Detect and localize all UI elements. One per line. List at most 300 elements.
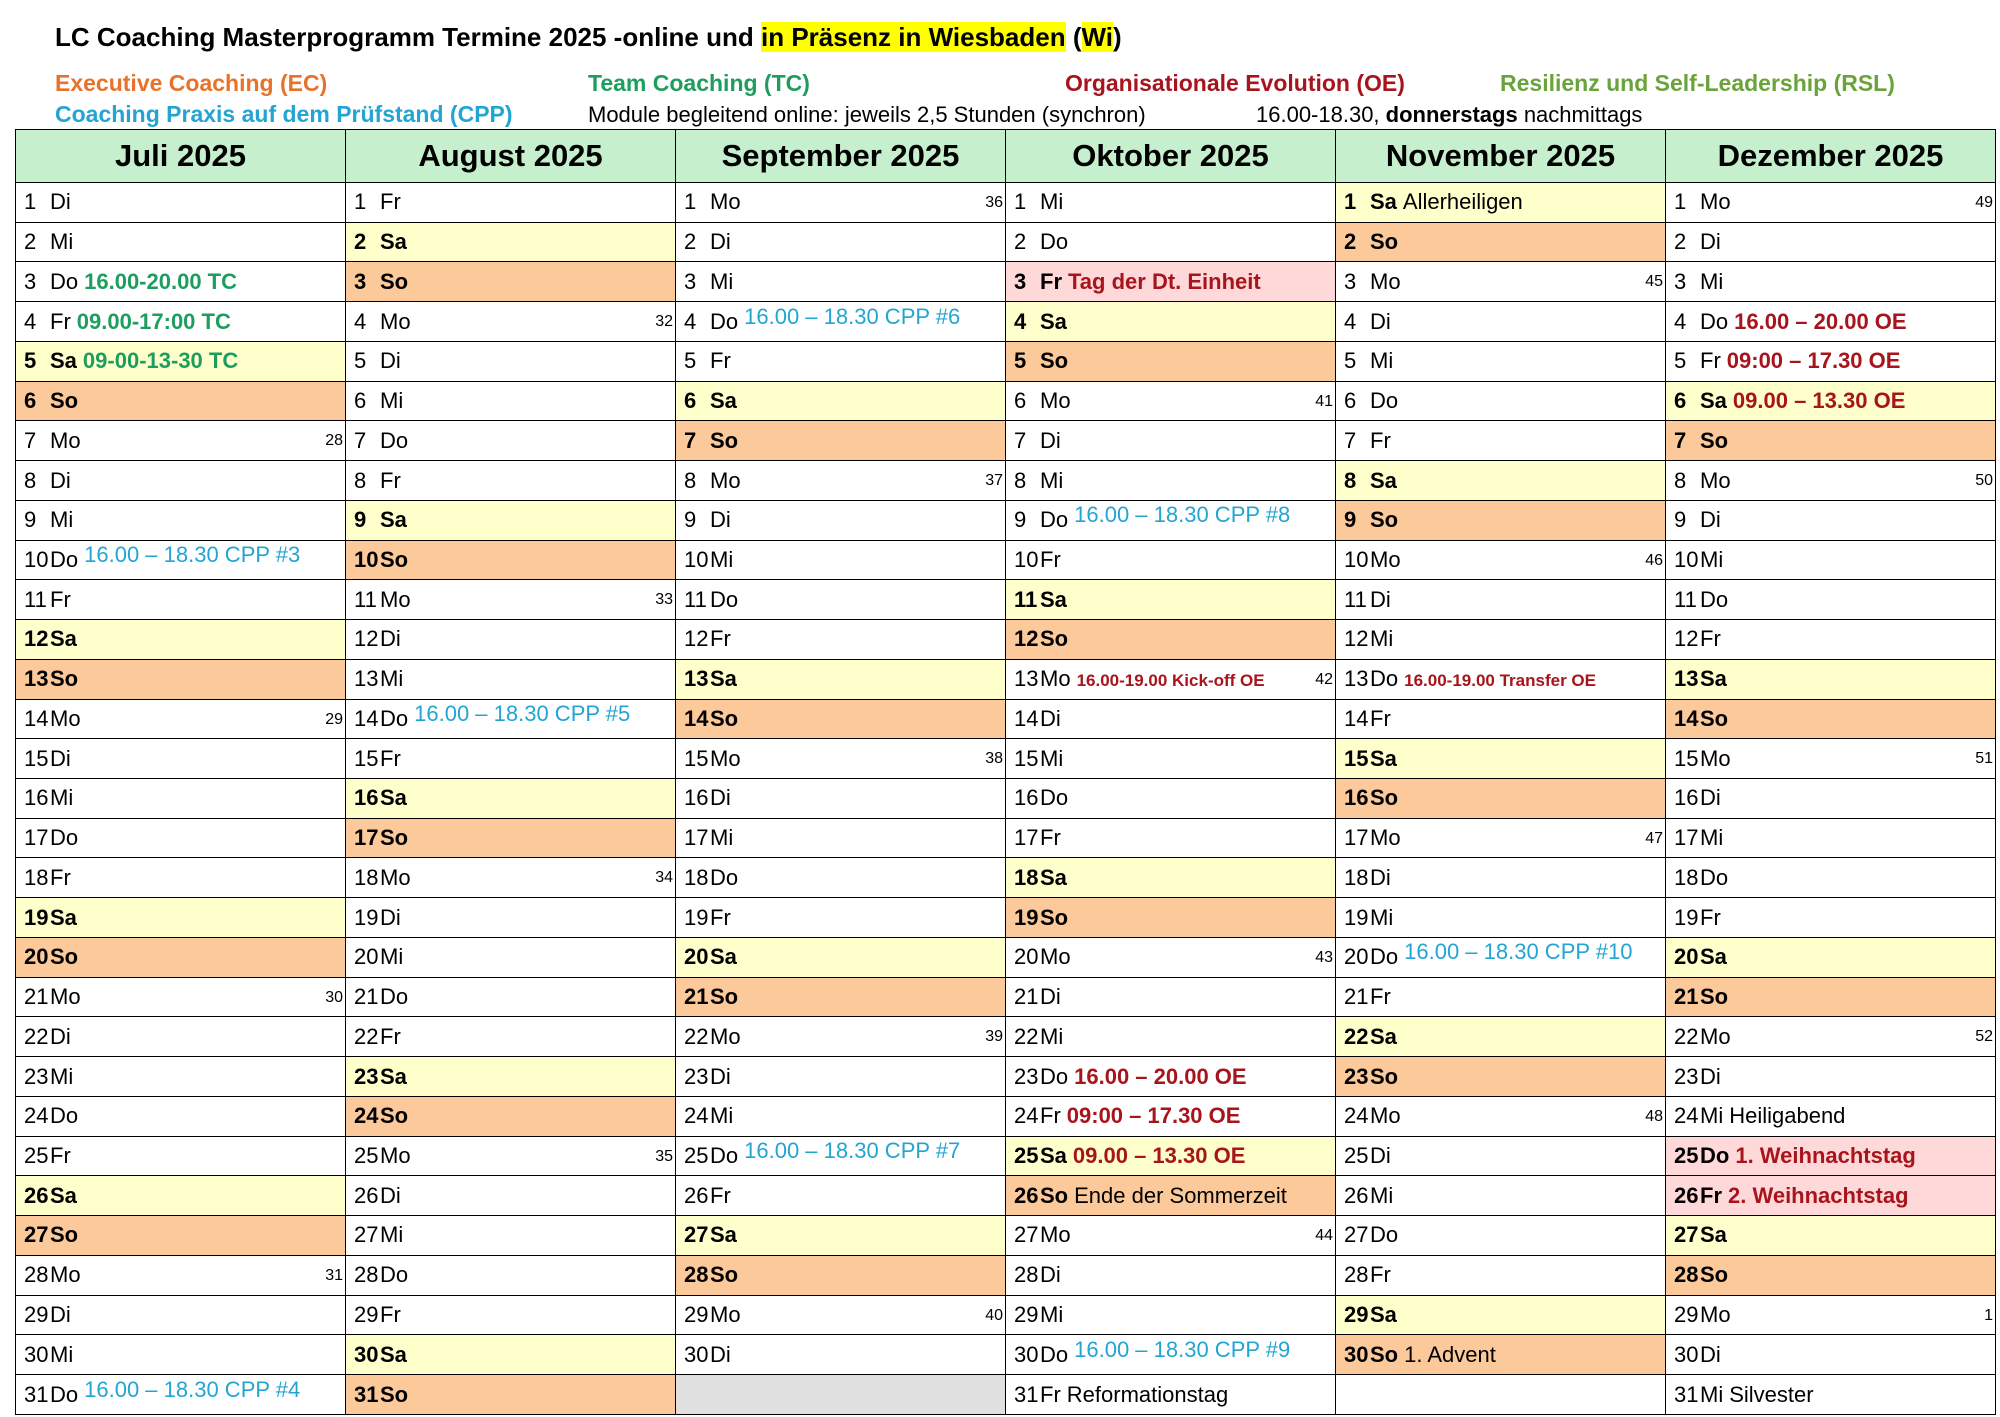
day-number: 3 [354, 268, 367, 294]
calendar-row [16, 222, 1996, 262]
day-number: 21 [1344, 984, 1369, 1010]
day-number: 25 [24, 1142, 49, 1168]
day-number: 5 [684, 348, 697, 374]
day-cell [346, 1375, 676, 1415]
day-cell [16, 898, 346, 938]
calendar-row [16, 818, 1996, 858]
calendar-row [16, 1057, 1996, 1097]
day-number: 13 [1014, 666, 1039, 692]
week-number: 42 [1315, 670, 1333, 688]
day-cell [676, 818, 1006, 858]
day-cell [1336, 898, 1666, 938]
day-cell [1666, 302, 1996, 342]
event-label: Ende der Sommerzeit [1074, 1182, 1287, 1208]
event-label: 16.00 – 20.00 OE [1074, 1063, 1247, 1089]
weekday: Fr [1040, 546, 1061, 572]
day-cell [1666, 620, 1996, 660]
weekday: Di [1040, 1262, 1061, 1288]
weekday: Sa [710, 388, 737, 414]
day-cell [16, 183, 346, 223]
weekday: Mo [50, 705, 81, 731]
weekday: Sa [380, 785, 407, 811]
weekday: Di [1700, 1341, 1721, 1367]
day-cell [1006, 937, 1336, 977]
day-number: 24 [1674, 1103, 1699, 1129]
weekday: Sa [50, 1182, 77, 1208]
day-cell [1336, 699, 1666, 739]
day-cell [346, 620, 676, 660]
weekday: So [380, 546, 409, 572]
day-cell [676, 580, 1006, 620]
title-highlight: in Präsenz in Wiesbaden [760, 22, 1066, 52]
weekday: Di [1040, 705, 1061, 731]
weekday: Sa [1370, 467, 1397, 493]
weekday: Di [50, 1301, 71, 1327]
day-number: 30 [24, 1341, 49, 1367]
weekday: Mo [1370, 268, 1401, 294]
weekday: Do [1700, 864, 1729, 890]
day-cell [16, 540, 346, 580]
weekday: Do [1040, 1341, 1069, 1367]
day-cell [676, 1255, 1006, 1295]
week-number: 49 [1975, 194, 1993, 211]
weekday: Fr [1370, 427, 1391, 453]
day-number: 21 [1014, 984, 1039, 1010]
day-number: 4 [1014, 308, 1027, 334]
legend-team-coaching: Team Coaching (TC) [588, 70, 810, 96]
weekday: Fr [50, 1142, 71, 1168]
day-number: 3 [1674, 268, 1687, 294]
weekday: Mi [1040, 1023, 1064, 1049]
event-label: 09.00 – 13.30 OE [1072, 1142, 1246, 1168]
calendar-table [15, 129, 1996, 1415]
day-cell [1006, 222, 1336, 262]
calendar-row [16, 1176, 1996, 1216]
day-number: 30 [354, 1341, 379, 1367]
weekday: Mo [1040, 666, 1071, 692]
day-cell [16, 421, 346, 461]
day-number: 13 [1344, 666, 1369, 692]
weekday: Do [1370, 666, 1399, 692]
day-cell [1006, 1017, 1336, 1057]
day-number: 17 [684, 825, 709, 851]
calendar-row [16, 858, 1996, 898]
weekday: So [1370, 229, 1399, 255]
day-cell [1006, 659, 1336, 699]
day-number: 23 [1674, 1063, 1699, 1089]
day-number: 10 [1344, 546, 1369, 572]
day-number: 6 [24, 388, 37, 414]
weekday: Sa [1700, 666, 1727, 692]
weekday: Sa [1040, 1142, 1067, 1168]
weekday: Mi [50, 785, 74, 811]
day-number: 19 [1014, 904, 1039, 930]
day-cell [676, 183, 1006, 223]
day-number: 28 [684, 1262, 709, 1288]
weekday: Do [710, 308, 739, 334]
day-cell [1336, 818, 1666, 858]
weekday: Sa [1370, 1023, 1397, 1049]
day-number: 16 [24, 785, 49, 811]
event-label: 16.00 – 20.00 OE [1734, 308, 1907, 334]
weekday: Mo [1700, 1023, 1731, 1049]
day-cell [1336, 739, 1666, 779]
weekday: Do [1370, 944, 1399, 970]
weekday: Di [380, 1182, 401, 1208]
day-cell [16, 500, 346, 540]
weekday: Di [50, 467, 71, 493]
day-cell [1336, 1096, 1666, 1136]
day-number: 12 [354, 626, 379, 652]
day-number: 26 [1674, 1182, 1699, 1208]
day-number: 15 [354, 745, 379, 771]
weekday: Mi [710, 546, 734, 572]
day-cell [346, 540, 676, 580]
calendar-row [16, 1255, 1996, 1295]
week-number: 41 [1315, 392, 1333, 410]
calendar-row [16, 620, 1996, 660]
day-number: 14 [354, 705, 379, 731]
day-number: 28 [24, 1262, 49, 1288]
day-cell [346, 421, 676, 461]
week-number: 47 [1645, 829, 1663, 847]
day-cell [1006, 1057, 1336, 1097]
day-number: 18 [684, 864, 709, 890]
day-number: 9 [354, 507, 367, 533]
day-cell [16, 779, 346, 819]
day-number: 2 [1344, 229, 1357, 255]
weekday: Mo [1040, 1222, 1071, 1248]
day-number: 10 [1674, 546, 1699, 572]
day-number: 2 [1014, 229, 1027, 255]
weekday: Sa [380, 507, 407, 533]
event-label: 16.00-19.00 Transfer OE [1404, 671, 1596, 691]
day-cell [1666, 540, 1996, 580]
day-cell [676, 858, 1006, 898]
day-number: 7 [24, 427, 37, 453]
weekday: Do [710, 586, 739, 612]
day-number: 20 [1344, 944, 1369, 970]
weekday: Mi [380, 666, 404, 692]
day-cell [16, 818, 346, 858]
day-number: 14 [684, 705, 709, 731]
weekday: Do [710, 1142, 739, 1168]
day-cell [346, 739, 676, 779]
day-cell [676, 1096, 1006, 1136]
day-cell [16, 1176, 346, 1216]
note-day: donnerstags [1385, 102, 1518, 127]
day-number: 1 [684, 189, 697, 215]
weekday: Di [1370, 864, 1391, 890]
week-number: 48 [1645, 1107, 1663, 1125]
day-cell [346, 302, 676, 342]
day-number: 29 [684, 1301, 709, 1327]
day-cell [1006, 183, 1336, 223]
weekday: Di [1370, 308, 1391, 334]
event-label: 2. Weihnachtstag [1728, 1182, 1909, 1208]
day-number: 15 [24, 745, 49, 771]
day-number: 3 [1014, 268, 1027, 294]
day-number: 22 [354, 1023, 379, 1049]
week-number: 33 [655, 591, 673, 609]
weekday: So [1370, 1063, 1399, 1089]
day-number: 28 [1674, 1262, 1699, 1288]
weekday: Fr [1370, 1262, 1391, 1288]
weekday: Mi [50, 229, 74, 255]
weekday: Mi [1700, 546, 1724, 572]
day-number: 14 [1014, 705, 1039, 731]
day-number: 18 [354, 864, 379, 890]
event-label: 16.00 – 18.30 CPP #8 [1074, 502, 1291, 528]
calendar-row [16, 977, 1996, 1017]
day-cell [346, 1176, 676, 1216]
weekday: Mo [1370, 825, 1401, 851]
weekday: Fr [380, 189, 401, 215]
day-number: 22 [1344, 1023, 1369, 1049]
weekday: Sa [1370, 189, 1397, 215]
day-cell [1666, 183, 1996, 223]
day-cell [1336, 381, 1666, 421]
day-number: 22 [1674, 1023, 1699, 1049]
day-number: 17 [1344, 825, 1369, 851]
day-number: 11 [24, 586, 47, 612]
day-cell [676, 1057, 1006, 1097]
week-number: 28 [325, 432, 343, 450]
day-cell [1666, 262, 1996, 302]
day-number: 25 [1674, 1142, 1699, 1168]
day-cell [1336, 461, 1666, 501]
day-cell [16, 1335, 346, 1375]
weekday: Di [1370, 586, 1391, 612]
weekday: Sa [380, 229, 407, 255]
weekday: So [710, 705, 739, 731]
day-cell [346, 937, 676, 977]
month-header-4: Oktober 2025 [1006, 130, 1336, 183]
weekday: So [1370, 1341, 1399, 1367]
day-number: 6 [1014, 388, 1027, 414]
day-cell [1006, 381, 1336, 421]
weekday: Mo [710, 745, 741, 771]
calendar-row [16, 540, 1996, 580]
event-label: 09:00 – 17.30 OE [1066, 1103, 1241, 1129]
day-number: 3 [24, 268, 37, 294]
day-number: 8 [354, 467, 367, 493]
weekday: Mo [50, 427, 81, 453]
day-cell [16, 858, 346, 898]
day-number: 17 [354, 825, 379, 851]
day-cell [1336, 421, 1666, 461]
weekday: Di [50, 1023, 71, 1049]
day-number: 5 [24, 348, 37, 374]
event-label: 16.00 – 18.30 CPP #5 [414, 700, 631, 726]
week-number: 34 [655, 869, 673, 887]
day-number: 14 [1674, 705, 1699, 731]
day-cell [1666, 659, 1996, 699]
weekday: Mi [1700, 1103, 1724, 1129]
weekday: Di [710, 1063, 731, 1089]
week-number: 32 [655, 313, 673, 331]
weekday: So [710, 1262, 739, 1288]
day-number: 19 [1344, 904, 1369, 930]
calendar-row [16, 937, 1996, 977]
day-number: 23 [684, 1063, 709, 1089]
day-number: 1 [354, 189, 367, 215]
day-cell [1006, 739, 1336, 779]
weekday: Mi [1370, 348, 1394, 374]
day-number: 10 [354, 546, 379, 572]
weekday: Fr [1040, 268, 1062, 294]
day-number: 26 [354, 1182, 379, 1208]
weekday: So [380, 825, 409, 851]
weekday: Fr [50, 308, 71, 334]
day-cell [1666, 461, 1996, 501]
event-label: 16.00 – 18.30 CPP #10 [1404, 939, 1633, 965]
day-cell [346, 977, 676, 1017]
day-number: 5 [354, 348, 367, 374]
day-number: 10 [684, 546, 709, 572]
weekday: Di [710, 1341, 731, 1367]
day-number: 6 [1344, 388, 1357, 414]
day-number: 16 [1674, 785, 1699, 811]
day-cell [1006, 1295, 1336, 1335]
day-number: 4 [1674, 308, 1687, 334]
day-number: 4 [684, 308, 697, 334]
day-cell [1336, 779, 1666, 819]
day-number: 2 [24, 229, 37, 255]
weekday: Do [1700, 1142, 1730, 1168]
weekday: Do [380, 1262, 409, 1288]
day-number: 9 [1344, 507, 1357, 533]
day-number: 8 [24, 467, 37, 493]
weekday: Mo [710, 1023, 741, 1049]
day-number: 20 [1014, 944, 1039, 970]
weekday: So [1040, 904, 1069, 930]
day-number: 14 [1344, 705, 1369, 731]
day-cell [1006, 341, 1336, 381]
week-number: 30 [325, 988, 343, 1006]
weekday: Do [50, 1103, 79, 1129]
calendar-row [16, 739, 1996, 779]
weekday: So [50, 1222, 79, 1248]
day-number: 19 [24, 904, 49, 930]
day-cell [1666, 1057, 1996, 1097]
day-number: 21 [24, 984, 49, 1010]
weekday: Do [380, 984, 409, 1010]
day-cell [676, 739, 1006, 779]
day-number: 11 [1674, 586, 1697, 612]
day-number: 9 [684, 507, 697, 533]
weekday: Mo [1040, 944, 1071, 970]
empty-cell [676, 1375, 1006, 1415]
day-number: 29 [1014, 1301, 1039, 1327]
day-cell [1666, 580, 1996, 620]
weekday: Mi [1370, 1182, 1394, 1208]
day-number: 8 [1344, 467, 1357, 493]
day-number: 2 [1674, 229, 1687, 255]
weekday: Fr [1370, 984, 1391, 1010]
day-cell [1666, 341, 1996, 381]
day-number: 20 [354, 944, 379, 970]
weekday: Sa [1700, 1222, 1727, 1248]
weekday: So [50, 388, 79, 414]
weekday: Mi [1040, 467, 1064, 493]
day-cell [16, 1295, 346, 1335]
note-schedule [1256, 102, 1642, 128]
weekday: Mi [1700, 1381, 1724, 1407]
weekday: Fr [380, 467, 401, 493]
day-cell [1336, 540, 1666, 580]
weekday: Di [1040, 984, 1061, 1010]
day-cell [1666, 699, 1996, 739]
week-number: 44 [1315, 1227, 1333, 1245]
day-number: 30 [1014, 1341, 1039, 1367]
weekday: Sa [50, 348, 77, 374]
day-cell [16, 302, 346, 342]
week-number: 46 [1645, 551, 1663, 569]
day-cell [346, 580, 676, 620]
weekday: Mi [50, 507, 74, 533]
day-cell [1006, 1096, 1336, 1136]
day-number: 1 [24, 189, 37, 215]
day-cell [346, 262, 676, 302]
weekday: Sa [1370, 1301, 1397, 1327]
weekday: Di [710, 507, 731, 533]
day-number: 31 [24, 1381, 49, 1407]
day-number: 27 [1674, 1222, 1699, 1248]
day-cell [1336, 183, 1666, 223]
event-label: 1. Weihnachtstag [1735, 1142, 1916, 1168]
day-cell [1336, 1017, 1666, 1057]
month-header-2: August 2025 [346, 130, 676, 183]
day-cell [1336, 659, 1666, 699]
day-cell [346, 1057, 676, 1097]
calendar-row [16, 1096, 1996, 1136]
day-cell [1336, 1136, 1666, 1176]
day-cell [676, 937, 1006, 977]
weekday: Di [380, 904, 401, 930]
week-number: 39 [985, 1028, 1003, 1046]
day-number: 12 [684, 626, 709, 652]
event-label: Reformationstag [1066, 1381, 1229, 1407]
day-number: 4 [24, 308, 37, 334]
day-cell [1336, 858, 1666, 898]
day-cell [16, 699, 346, 739]
day-cell [1336, 1176, 1666, 1216]
calendar-row [16, 580, 1996, 620]
day-cell [1666, 937, 1996, 977]
day-number: 30 [684, 1341, 709, 1367]
weekday: Fr [1370, 705, 1391, 731]
day-cell [16, 222, 346, 262]
calendar-row [16, 461, 1996, 501]
weekday: Mi [1040, 1301, 1064, 1327]
day-cell [676, 1216, 1006, 1256]
day-cell [16, 461, 346, 501]
weekday: Mi [50, 1063, 74, 1089]
day-cell [1666, 1096, 1996, 1136]
day-number: 12 [24, 626, 49, 652]
day-number: 5 [1674, 348, 1687, 374]
day-number: 19 [684, 904, 709, 930]
day-cell [1006, 858, 1336, 898]
day-number: 28 [354, 1262, 379, 1288]
day-number: 11 [684, 586, 707, 612]
month-header-1: Juli 2025 [16, 130, 346, 183]
calendar-row [16, 779, 1996, 819]
weekday: Mi [380, 944, 404, 970]
day-cell [1666, 1375, 1996, 1415]
day-number: 31 [354, 1381, 379, 1407]
